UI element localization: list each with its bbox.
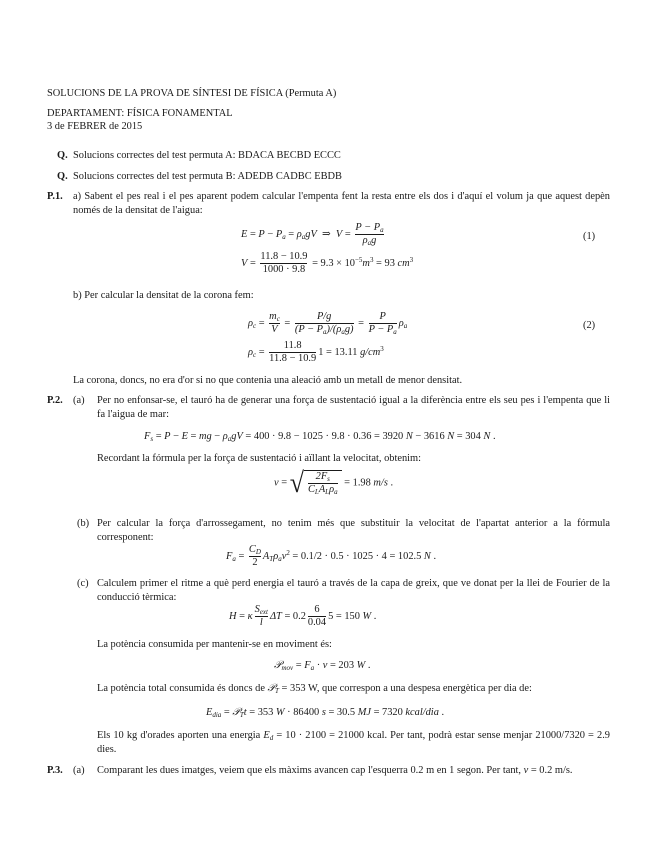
p2-c-text4-post: = 10 · 2100 = 21000 kcal. Per tant, podrà estar sense menjar 21000/7320 = 2.9 dies. — [97, 730, 610, 756]
equation-velocity: v = √ $\frac{2F_s}{C_LA_L\rho_a}$ = 1.98 m/s . — [274, 466, 394, 499]
p1-label: P.1. — [47, 191, 63, 202]
p2-a-label: (a) — [73, 395, 85, 406]
p2-label: P.2. — [47, 395, 63, 406]
p2-b-text: Per calcular la força d'arrossegament, no tenim més que substituir la velocitat de l'apartat anterior a la fórmula corresponent: — [97, 518, 610, 543]
equation-movement-power: 𝒫$_{mov}$ = $F_a \cdot v = 203$ W . — [274, 660, 371, 672]
q2-label: Q. — [57, 171, 68, 182]
p2-b-label: (b) — [77, 518, 90, 529]
q1-text: Solucions correctes del test permuta A: BDACA BECBD ECCC — [73, 150, 341, 161]
equation-2b: $\rho_c$ = $\frac{11.8}{11.8 - 10.9}$ 1 = 13.11 $g/cm^3$ — [248, 340, 384, 364]
equation-heat-loss: H = κ $\frac{S_{ext}}{l}$ ΔT = 0.2 $\frac{6}{0.04}$ 5 = 150 W . — [229, 604, 377, 629]
p2-c-text3: La potència total consumida és doncs de 𝒫$_T$ = 353 W, que correspon a una despesa energètica per dia de: — [97, 683, 532, 695]
equation-1b: V = $\frac{11.8 - 10.9}{1000 \cdot 9.8}$ = $9.3 \times 10^{-5}m^3 = 93$ $cm^3$ — [241, 251, 414, 275]
p3-a-text-tail: = 0.2 m/s. — [528, 765, 573, 776]
p1-b-text: b) Per calcular la densitat de la corona fem: — [73, 290, 254, 301]
equation-1a: $E = P - P_a = \rho_agV$ ⇒ V = $\frac{P - P_a}{\rho_ag}$ — [241, 222, 384, 248]
equation-2-number: (2) — [583, 320, 596, 331]
equation-2a: $\rho_c$ = $\frac{m_c}{V}$ = $\frac{P/g}{(P - P_a)/(\rho_ag)}$ = $\frac{P}{P - P_a}$ $\rho_a$ — [248, 311, 408, 336]
date-line: 3 de FEBRER de 2015 — [47, 121, 143, 132]
p1-a-text: a) Sabent el pes real i el pes aparent podem calcular l'empenta fent la resta entre els dos i d'aquí el volum ja que aquest depèn només de la densitat de l'aigua: — [73, 191, 610, 216]
p2-a-text2: Recordant la fórmula per la força de sustentació i aïllant la velocitat, obtenim: — [97, 453, 422, 464]
equation-lift-force: $F_s = P - E$ = mg − $\rho_agV = 400 \cdot 9.8 - 1025 \cdot 9.8 \cdot 0.36 = 3920$ N − 3616 N = 304 N . — [144, 431, 496, 443]
equation-daily-energy: $E_{dia}$ = 𝒫$_T$t = 353 W · 86400 s = 30.5 MJ = 7320 kcal/dia . — [206, 707, 445, 719]
p3-a-text-body: Comparant les dues imatges, veiem que els màxims avancen cap l'esquerra 0.2 m en 1 segon. Per tant, — [97, 765, 524, 776]
p3-a-text: Comparant les dues imatges, veiem que els màxims avancen cap l'esquerra 0.2 m en 1 segon. Per tant, v = 0.2 m/s. — [97, 765, 573, 776]
department-line: DEPARTAMENT: FÍSICA FONAMENTAL — [47, 108, 233, 119]
p2-c-text4: Els 10 kg d'orades aporten una energia $E_d = 10 \cdot 2100 = 21000$ kcal. Per tant, podrà estar sense menjar 21000/7320 = 2.9 dies. — [97, 730, 610, 756]
p2-c-text3-pre: La potència total consumida és doncs de — [97, 683, 268, 694]
p2-c-text3-post: = 353 W, que correspon a una despesa energètica per dia de: — [278, 683, 532, 694]
p3-a-label: (a) — [73, 765, 85, 776]
q1-label: Q. — [57, 150, 68, 161]
q2-text: Solucions correctes del test permuta B: ADEDB CADBC EBDB — [73, 171, 342, 182]
equation-drag-force: $F_a$ = $\frac{C_D}{2}$ $A_T\rho_av^2 = 0.1/2 \cdot 0.5 \cdot 1025 \cdot 4 = 102.5$ N . — [226, 544, 437, 569]
p2-c-text2: La potència consumida per mantenir-se en moviment és: — [97, 639, 332, 650]
equation-1-number: (1) — [583, 231, 596, 242]
p1-conclusion: La corona, doncs, no era d'or si no que contenia una aleació amb un metall de menor densitat. — [73, 375, 463, 386]
p3-label: P.3. — [47, 765, 63, 776]
p2-c-text4-pre: Els 10 kg d'orades aporten una energia — [97, 730, 264, 741]
p2-c-text: Calculem primer el ritme a què perd energia el tauró a través de la capa de greix, que ve donat per la llei de Fourier de la conducció tèrmica: — [97, 578, 610, 603]
document-title: SOLUCIONS DE LA PROVA DE SÍNTESI DE FÍSICA (Permuta A) — [47, 88, 337, 99]
p2-c-label: (c) — [77, 578, 89, 589]
p2-a-text: Per no enfonsar-se, el tauró ha de generar una força de sustentació igual a la diferència entre els seu pes i l'empenta que li fa l'aigua de mar: — [97, 395, 610, 420]
